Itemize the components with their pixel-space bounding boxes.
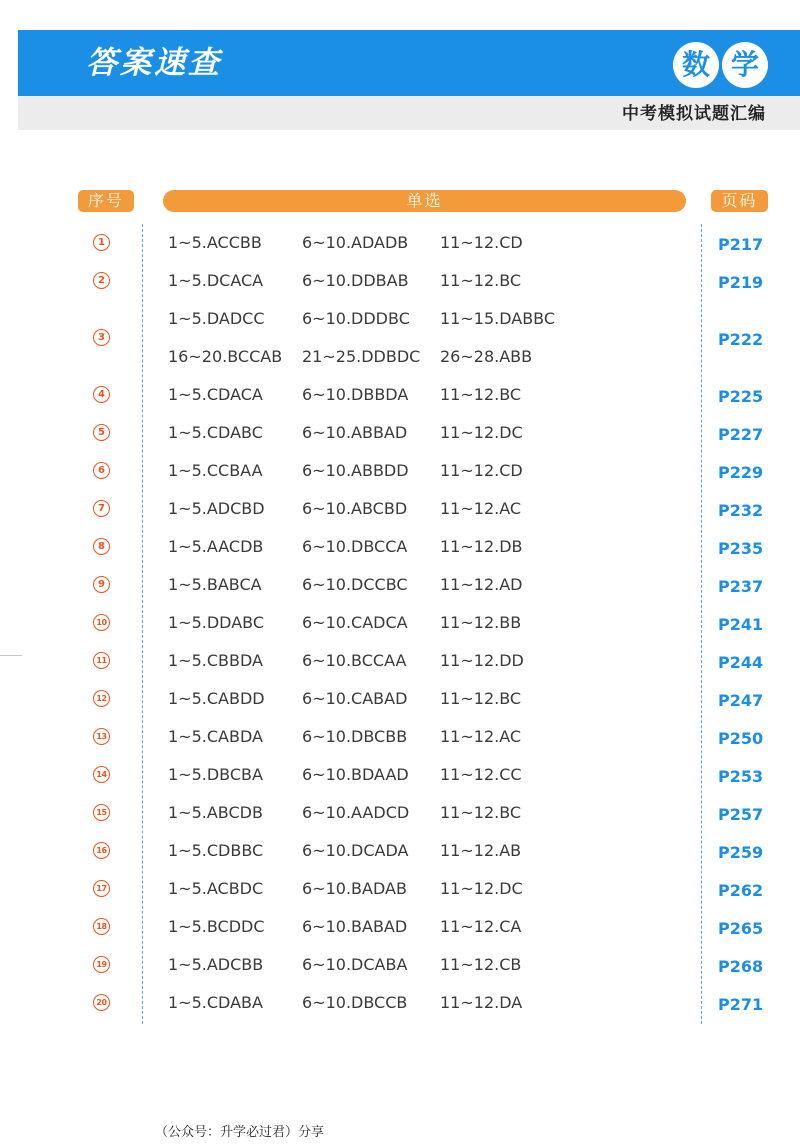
answer-cell: 11~12.AC (440, 727, 522, 746)
answer-cell: 1~5.ADCBD (168, 499, 265, 518)
answer-cell: 1~5.AACDB (168, 537, 264, 556)
table-row (0, 300, 800, 376)
page-reference: P244 (718, 653, 764, 672)
answer-cell: 6~10.DBBDA (302, 385, 409, 404)
answer-cell: 6~10.ADADB (302, 233, 409, 252)
table-row (0, 642, 800, 680)
answer-cell: 6~10.BABAD (302, 917, 408, 936)
answer-cell: 1~5.BCDDC (168, 917, 265, 936)
answer-cell: 6~10.AADCD (302, 803, 410, 822)
answer-cell: 1~5.CCBAA (168, 461, 263, 480)
page-reference: P219 (718, 273, 764, 292)
row-number: 12 (93, 690, 110, 707)
table-row (0, 870, 800, 908)
page-reference: P225 (718, 387, 764, 406)
row-number: 16 (93, 842, 110, 859)
row-number: 3 (93, 329, 110, 346)
row-number: 18 (93, 918, 110, 935)
table-row (0, 490, 800, 528)
answer-cell: 11~12.DC (440, 423, 523, 442)
page-reference: P232 (718, 501, 764, 520)
answer-cell: 11~12.AB (440, 841, 522, 860)
page-reference: P237 (718, 577, 764, 596)
answer-cell: 6~10.CADCA (302, 613, 408, 632)
page-reference: P241 (718, 615, 764, 634)
page-reference: P247 (718, 691, 764, 710)
row-number: 7 (93, 500, 110, 517)
page-reference: P262 (718, 881, 764, 900)
answer-cell: 11~12.AC (440, 499, 522, 518)
row-number: 8 (93, 538, 110, 555)
answer-cell: 11~12.AD (440, 575, 523, 594)
answer-cell: 11~12.DD (440, 651, 524, 670)
row-number: 15 (93, 804, 110, 821)
answer-cell: 11~12.CB (440, 955, 522, 974)
table-row (0, 566, 800, 604)
page-reference: P271 (718, 995, 764, 1014)
answer-cell: 11~12.CD (440, 233, 523, 252)
row-number: 2 (93, 272, 110, 289)
row-number: 4 (93, 386, 110, 403)
table-row (0, 756, 800, 794)
answer-cell: 11~12.BC (440, 271, 522, 290)
row-number: 13 (93, 728, 110, 745)
answer-cell: 1~5.CDACA (168, 385, 263, 404)
answer-cell: 1~5.DDABC (168, 613, 265, 632)
answer-cell: 11~12.BC (440, 689, 522, 708)
answer-cell: 1~5.ACCBB (168, 233, 262, 252)
answer-cell: 6~10.CABAD (302, 689, 408, 708)
page-reference: P265 (718, 919, 764, 938)
answer-cell: 1~5.CABDA (168, 727, 263, 746)
column-header-single-choice: 单选 (163, 190, 686, 212)
table-row (0, 794, 800, 832)
answer-cell: 6~10.ABCBD (302, 499, 408, 518)
table-row (0, 908, 800, 946)
table-row (0, 452, 800, 490)
answer-cell: 1~5.DCACA (168, 271, 264, 290)
answer-cell: 6~10.DCCBC (302, 575, 408, 594)
answer-cell: 6~10.DDDBC (302, 309, 410, 328)
page-title: 答案速查 (86, 45, 222, 81)
answer-cell: 1~5.CBBDA (168, 651, 263, 670)
page-reference: P229 (718, 463, 764, 482)
page-reference: P268 (718, 957, 764, 976)
subject-char-1: 数 (673, 42, 719, 88)
page-reference: P253 (718, 767, 764, 786)
answer-cell: 1~5.CDABC (168, 423, 263, 442)
page-reference: P235 (718, 539, 764, 558)
row-number: 6 (93, 462, 110, 479)
table-row (0, 414, 800, 452)
answer-cell: 11~15.DABBC (440, 309, 556, 328)
answer-cell: 1~5.ACBDC (168, 879, 264, 898)
answer-cell: 6~10.ABBDD (302, 461, 409, 480)
answer-cell: 6~10.DBCCB (302, 993, 408, 1012)
answer-cell: 1~5.ADCBB (168, 955, 264, 974)
row-number: 14 (93, 766, 110, 783)
table-row (0, 984, 800, 1022)
answer-cell: 11~12.CC (440, 765, 522, 784)
page-reference: P259 (718, 843, 764, 862)
table-row (0, 262, 800, 300)
answer-cell: 11~12.DB (440, 537, 523, 556)
row-number: 11 (93, 652, 110, 669)
answer-cell: 21~25.DDBDC (302, 347, 421, 366)
page-reference: P250 (718, 729, 764, 748)
answer-cell: 11~12.DC (440, 879, 523, 898)
answer-cell: 11~12.BC (440, 803, 522, 822)
page-reference: P217 (718, 235, 764, 254)
answer-cell: 1~5.BABCA (168, 575, 262, 594)
answer-cell: 11~12.DA (440, 993, 523, 1012)
table-row (0, 224, 800, 262)
answer-cell: 6~10.BDAAD (302, 765, 409, 784)
answer-cell: 11~12.CD (440, 461, 523, 480)
answer-cell: 11~12.BC (440, 385, 522, 404)
page-reference: P257 (718, 805, 764, 824)
row-number: 1 (93, 234, 110, 251)
answer-cell: 6~10.DBCBB (302, 727, 408, 746)
row-number: 10 (93, 614, 110, 631)
page-reference: P222 (718, 330, 764, 349)
answer-cell: 1~5.DADCC (168, 309, 265, 328)
row-number: 9 (93, 576, 110, 593)
book-subtitle: 中考模拟试题汇编 (622, 104, 766, 124)
table-row (0, 604, 800, 642)
row-number: 17 (93, 880, 110, 897)
answer-cell: 6~10.ABBAD (302, 423, 408, 442)
column-header-page: 页码 (711, 190, 768, 212)
table-row (0, 528, 800, 566)
answer-cell: 6~10.DCADA (302, 841, 409, 860)
table-row (0, 376, 800, 414)
answer-cell: 1~5.CABDD (168, 689, 265, 708)
answer-cell: 6~10.BCCAA (302, 651, 407, 670)
answer-cell: 6~10.DCABA (302, 955, 408, 974)
table-row (0, 680, 800, 718)
footer-credit: （公众号：升学必过君）分享 (155, 1125, 325, 1140)
table-row (0, 718, 800, 756)
answer-cell: 1~5.CDABA (168, 993, 263, 1012)
row-number: 19 (93, 956, 110, 973)
row-number: 5 (93, 424, 110, 441)
answer-cell: 11~12.BB (440, 613, 522, 632)
answer-cell: 6~10.DBCCA (302, 537, 408, 556)
page-reference: P227 (718, 425, 764, 444)
column-header-seq: 序号 (78, 190, 134, 212)
answer-cell: 1~5.CDBBC (168, 841, 264, 860)
answer-cell: 11~12.CA (440, 917, 522, 936)
answer-cell: 16~20.BCCAB (168, 347, 283, 366)
answer-cell: 1~5.ABCDB (168, 803, 263, 822)
row-number: 20 (93, 994, 110, 1011)
answer-cell: 1~5.DBCBA (168, 765, 263, 784)
answer-cell: 6~10.DDBAB (302, 271, 409, 290)
answer-cell: 26~28.ABB (440, 347, 533, 366)
subject-char-2: 学 (722, 42, 768, 88)
answer-cell: 6~10.BADAB (302, 879, 407, 898)
table-row (0, 946, 800, 984)
table-row (0, 832, 800, 870)
